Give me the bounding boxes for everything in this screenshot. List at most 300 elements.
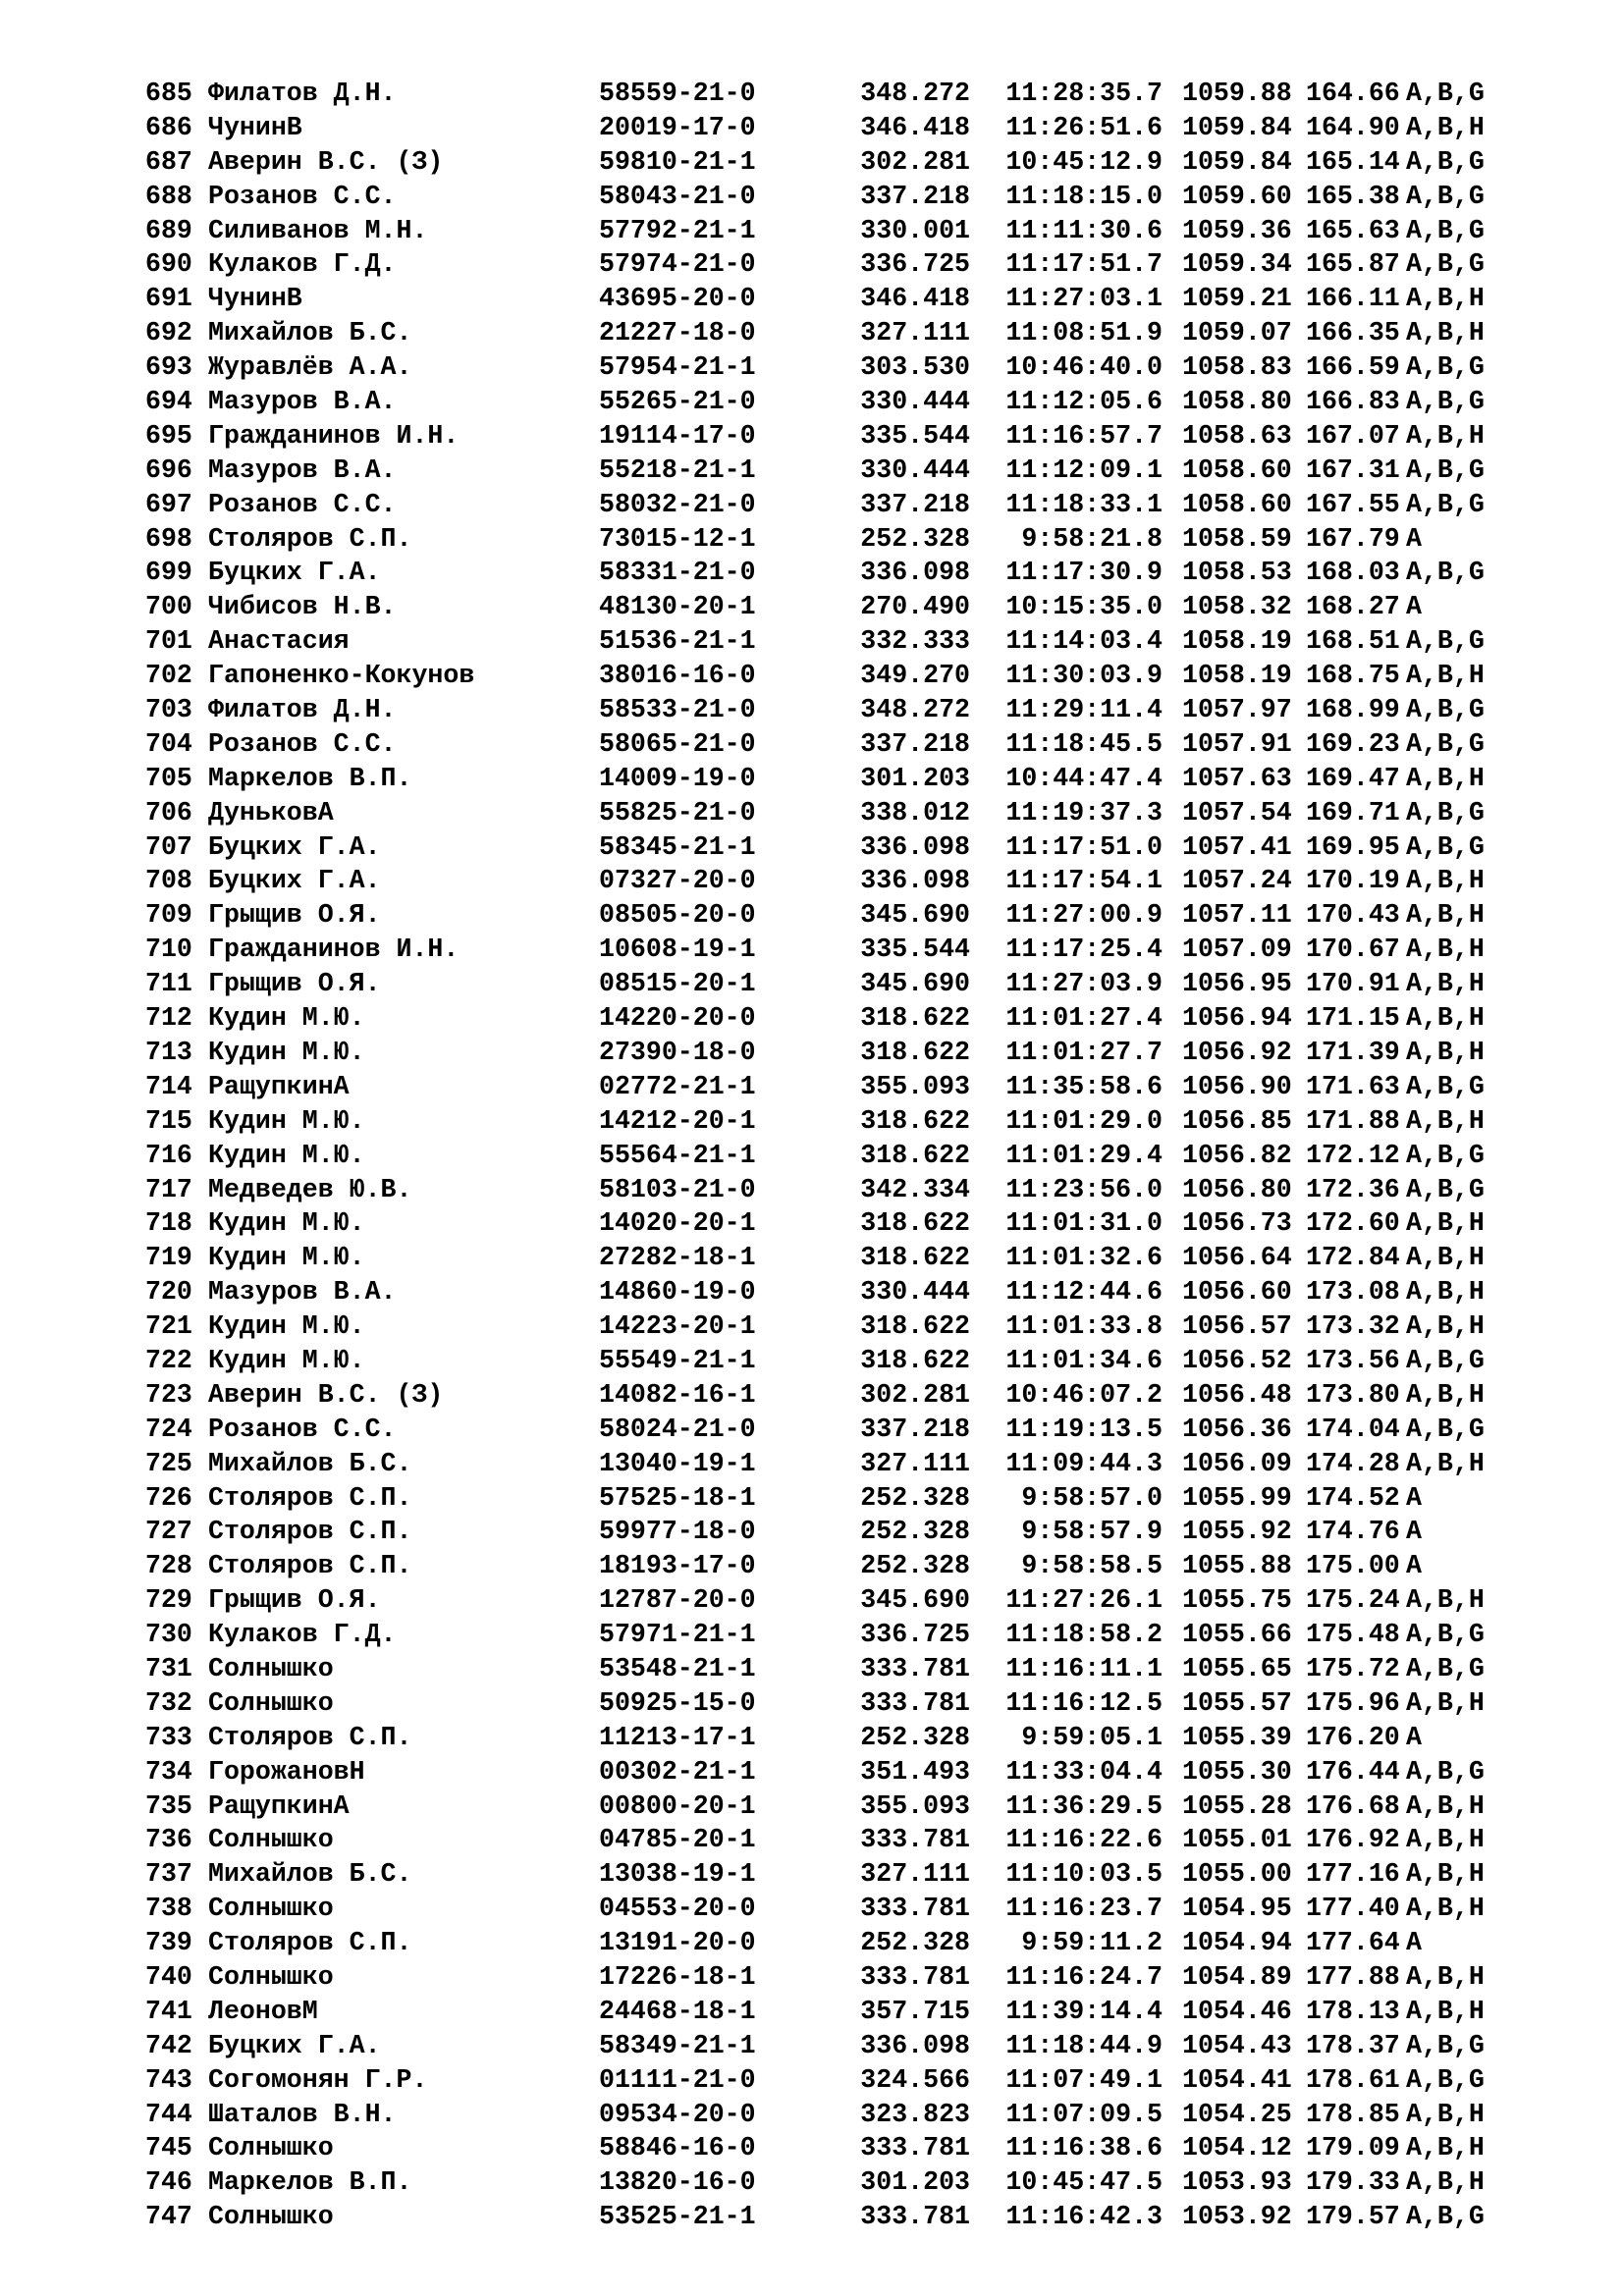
participant-name: Мазуров В.А.: [208, 1277, 397, 1308]
distance: 270.490: [860, 592, 970, 622]
participant-name: Филатов Д.Н.: [208, 79, 397, 108]
place-number: 714: [145, 1071, 192, 1101]
ring-number: 59810-21-1: [599, 146, 756, 177]
participant-name: Столяров С.П.: [208, 523, 412, 554]
place-number: 708: [145, 866, 192, 896]
points: 175.48: [1306, 1620, 1400, 1650]
table-row: [145, 522, 1559, 557]
place-number: 712: [145, 1003, 192, 1034]
distance: 355.093: [860, 1071, 970, 1101]
flags: A,B,G: [1406, 1071, 1485, 1101]
distance: 303.530: [860, 352, 970, 383]
speed: 1058.60: [1182, 454, 1292, 485]
points: 173.32: [1306, 1311, 1400, 1342]
arrival-time: 11:36:29.5: [1005, 1790, 1163, 1821]
arrival-time: 11:01:27.7: [1005, 1037, 1163, 1067]
participant-name: Солнышко: [208, 1894, 334, 1924]
flags: A,B,G: [1406, 1345, 1485, 1375]
table-row: [145, 2029, 1559, 2063]
table-row: [145, 419, 1559, 454]
participant-name: ЧунинВ: [208, 284, 302, 314]
table-row: [145, 1036, 1559, 1070]
arrival-time: 11:11:30.6: [1005, 215, 1163, 245]
distance: 252.328: [860, 1482, 970, 1513]
points: 174.52: [1306, 1482, 1400, 1513]
arrival-time: 11:01:29.4: [1005, 1140, 1163, 1170]
table-row: [145, 1447, 1559, 1481]
ring-number: 48130-20-1: [599, 592, 756, 622]
participant-name: Шаталов В.Н.: [208, 2099, 397, 2129]
points: 176.92: [1306, 1825, 1400, 1855]
flags: A,B,G: [1406, 79, 1485, 108]
ring-number: 07327-20-0: [599, 866, 756, 896]
speed: 1059.88: [1182, 79, 1292, 108]
points: 166.35: [1306, 318, 1400, 348]
table-row: [145, 1960, 1559, 1995]
ring-number: 27282-18-1: [599, 1243, 756, 1273]
distance: 252.328: [860, 523, 970, 554]
ring-number: 55265-21-0: [599, 387, 756, 417]
participant-name: Кудин М.Ю.: [208, 1311, 365, 1342]
place-number: 732: [145, 1687, 192, 1718]
speed: 1054.41: [1182, 2064, 1292, 2095]
flags: A,B,G: [1406, 181, 1485, 211]
table-row: [145, 556, 1559, 590]
flags: A,B,H: [1406, 866, 1485, 896]
flags: A: [1406, 1482, 1422, 1513]
ring-number: 00800-20-1: [599, 1790, 756, 1821]
participant-name: Солнышко: [208, 1687, 334, 1718]
ring-number: 58846-16-0: [599, 2133, 756, 2163]
speed: 1055.39: [1182, 1722, 1292, 1752]
arrival-time: 11:16:42.3: [1005, 2202, 1163, 2232]
points: 173.08: [1306, 1277, 1400, 1308]
ring-number: 12787-20-0: [599, 1585, 756, 1616]
points: 165.87: [1306, 249, 1400, 280]
place-number: 728: [145, 1551, 192, 1581]
table-row: [145, 1892, 1559, 1926]
place-number: 718: [145, 1208, 192, 1239]
table-row: [145, 1309, 1559, 1344]
participant-name: Розанов С.С.: [208, 489, 397, 519]
distance: 252.328: [860, 1517, 970, 1547]
arrival-time: 11:18:15.0: [1005, 181, 1163, 211]
speed: 1056.90: [1182, 1071, 1292, 1101]
ring-number: 55218-21-1: [599, 454, 756, 485]
arrival-time: 10:44:47.4: [1005, 763, 1163, 793]
arrival-time: 11:17:54.1: [1005, 866, 1163, 896]
place-number: 700: [145, 592, 192, 622]
points: 171.88: [1306, 1105, 1400, 1136]
arrival-time: 11:17:51.7: [1005, 249, 1163, 280]
speed: 1058.80: [1182, 387, 1292, 417]
ring-number: 04553-20-0: [599, 1894, 756, 1924]
table-row: [145, 1173, 1559, 1207]
participant-name: РащупкинА: [208, 1790, 350, 1821]
distance: 318.622: [860, 1345, 970, 1375]
distance: 336.098: [860, 831, 970, 862]
place-number: 746: [145, 2167, 192, 2198]
flags: A,B,G: [1406, 2064, 1485, 2095]
place-number: 717: [145, 1174, 192, 1204]
place-number: 743: [145, 2064, 192, 2095]
participant-name: Кудин М.Ю.: [208, 1140, 365, 1170]
ring-number: 18193-17-0: [599, 1551, 756, 1581]
arrival-time: 11:10:03.5: [1005, 1859, 1163, 1890]
ring-number: 11213-17-1: [599, 1722, 756, 1752]
ring-number: 14082-16-1: [599, 1379, 756, 1410]
ring-number: 58065-21-0: [599, 728, 756, 759]
table-row: [145, 1618, 1559, 1652]
arrival-time: 11:19:13.5: [1005, 1414, 1163, 1444]
flags: A,B,H: [1406, 1037, 1485, 1067]
arrival-time: 11:27:03.1: [1005, 284, 1163, 314]
ring-number: 57954-21-1: [599, 352, 756, 383]
ring-number: 13191-20-0: [599, 1928, 756, 1958]
place-number: 745: [145, 2133, 192, 2163]
distance: 333.781: [860, 2202, 970, 2232]
distance: 330.444: [860, 454, 970, 485]
table-row: [145, 1104, 1559, 1139]
place-number: 733: [145, 1722, 192, 1752]
participant-name: Маркелов В.П.: [208, 763, 412, 793]
arrival-time: 11:09:44.3: [1005, 1448, 1163, 1478]
arrival-time: 11:19:37.3: [1005, 797, 1163, 828]
speed: 1055.65: [1182, 1653, 1292, 1683]
participant-name: Кудин М.Ю.: [208, 1105, 365, 1136]
place-number: 691: [145, 284, 192, 314]
table-row: [145, 624, 1559, 659]
points: 175.96: [1306, 1687, 1400, 1718]
speed: 1054.89: [1182, 1961, 1292, 1992]
arrival-time: 11:01:31.0: [1005, 1208, 1163, 1239]
participant-name: Солнышко: [208, 1825, 334, 1855]
place-number: 744: [145, 2099, 192, 2129]
arrival-time: 9:59:05.1: [1021, 1722, 1163, 1752]
table-row: [145, 1857, 1559, 1892]
participant-name: ГорожановН: [208, 1756, 365, 1787]
speed: 1056.73: [1182, 1208, 1292, 1239]
ring-number: 13820-16-0: [599, 2167, 756, 2198]
place-number: 688: [145, 181, 192, 211]
distance: 327.111: [860, 1859, 970, 1890]
table-row: [145, 316, 1559, 350]
flags: A,B,G: [1406, 831, 1485, 862]
arrival-time: 11:14:03.4: [1005, 626, 1163, 657]
arrival-time: 11:07:09.5: [1005, 2099, 1163, 2129]
speed: 1056.95: [1182, 969, 1292, 999]
table-row: [145, 1549, 1559, 1583]
place-number: 694: [145, 387, 192, 417]
speed: 1058.19: [1182, 661, 1292, 691]
arrival-time: 11:35:58.6: [1005, 1071, 1163, 1101]
flags: A,B,H: [1406, 318, 1485, 348]
arrival-time: 11:12:44.6: [1005, 1277, 1163, 1308]
points: 172.36: [1306, 1174, 1400, 1204]
distance: 333.781: [860, 1825, 970, 1855]
ring-number: 01111-21-0: [599, 2064, 756, 2095]
points: 171.15: [1306, 1003, 1400, 1034]
points: 171.63: [1306, 1071, 1400, 1101]
points: 176.44: [1306, 1756, 1400, 1787]
table-row: [145, 1995, 1559, 2029]
flags: A: [1406, 523, 1422, 554]
participant-name: Чибисов Н.В.: [208, 592, 397, 622]
arrival-time: 10:45:12.9: [1005, 146, 1163, 177]
points: 179.57: [1306, 2202, 1400, 2232]
flags: A,B,H: [1406, 420, 1485, 451]
speed: 1056.85: [1182, 1105, 1292, 1136]
ring-number: 38016-16-0: [599, 661, 756, 691]
results-table: [145, 77, 1559, 2234]
participant-name: Солнышко: [208, 1653, 334, 1683]
points: 167.31: [1306, 454, 1400, 485]
distance: 333.781: [860, 1961, 970, 1992]
distance: 318.622: [860, 1105, 970, 1136]
points: 175.00: [1306, 1551, 1400, 1581]
flags: A,B,H: [1406, 1311, 1485, 1342]
flags: A,B,H: [1406, 2099, 1485, 2129]
distance: 345.690: [860, 900, 970, 931]
flags: A,B,G: [1406, 215, 1485, 245]
place-number: 724: [145, 1414, 192, 1444]
ring-number: 50925-15-0: [599, 1687, 756, 1718]
participant-name: Розанов С.С.: [208, 1414, 397, 1444]
distance: 318.622: [860, 1037, 970, 1067]
speed: 1057.54: [1182, 797, 1292, 828]
place-number: 689: [145, 215, 192, 245]
ring-number: 58533-21-0: [599, 695, 756, 725]
table-row: [145, 1755, 1559, 1789]
ring-number: 58345-21-1: [599, 831, 756, 862]
place-number: 740: [145, 1961, 192, 1992]
table-row: [145, 796, 1559, 830]
speed: 1057.24: [1182, 866, 1292, 896]
place-number: 707: [145, 831, 192, 862]
flags: A,B,H: [1406, 1790, 1485, 1821]
participant-name: ДуньковА: [208, 797, 334, 828]
speed: 1059.07: [1182, 318, 1292, 348]
table-row: [145, 1789, 1559, 1824]
participant-name: ЛеоновМ: [208, 1996, 318, 2026]
place-number: 705: [145, 763, 192, 793]
arrival-time: 9:58:21.8: [1021, 523, 1163, 554]
points: 171.39: [1306, 1037, 1400, 1067]
place-number: 731: [145, 1653, 192, 1683]
distance: 333.781: [860, 1687, 970, 1718]
distance: 346.418: [860, 284, 970, 314]
flags: A: [1406, 1517, 1422, 1547]
participant-name: Аверин В.С. (З): [208, 1379, 444, 1410]
table-row: [145, 1139, 1559, 1173]
table-row: [145, 967, 1559, 1001]
participant-name: Грыщив О.Я.: [208, 900, 381, 931]
participant-name: Филатов Д.Н.: [208, 695, 397, 725]
speed: 1056.60: [1182, 1277, 1292, 1308]
speed: 1057.91: [1182, 728, 1292, 759]
arrival-time: 10:45:47.5: [1005, 2167, 1163, 2198]
arrival-time: 11:16:38.6: [1005, 2133, 1163, 2163]
ring-number: 58103-21-0: [599, 1174, 756, 1204]
points: 168.51: [1306, 626, 1400, 657]
table-row: [145, 1413, 1559, 1447]
speed: 1055.30: [1182, 1756, 1292, 1787]
ring-number: 14220-20-0: [599, 1003, 756, 1034]
participant-name: Буцких Г.А.: [208, 866, 381, 896]
arrival-time: 10:46:40.0: [1005, 352, 1163, 383]
speed: 1055.99: [1182, 1482, 1292, 1513]
distance: 345.690: [860, 969, 970, 999]
arrival-time: 11:17:51.0: [1005, 831, 1163, 862]
flags: A: [1406, 592, 1422, 622]
distance: 252.328: [860, 1928, 970, 1958]
distance: 333.781: [860, 1653, 970, 1683]
place-number: 722: [145, 1345, 192, 1375]
flags: A,B,G: [1406, 626, 1485, 657]
ring-number: 13038-19-1: [599, 1859, 756, 1890]
participant-name: Журавлёв А.А.: [208, 352, 412, 383]
ring-number: 57974-21-0: [599, 249, 756, 280]
flags: A: [1406, 1928, 1422, 1958]
distance: 302.281: [860, 1379, 970, 1410]
arrival-time: 11:28:35.7: [1005, 79, 1163, 108]
table-row: [145, 762, 1559, 796]
table-row: [145, 1001, 1559, 1036]
table-row: [145, 1378, 1559, 1413]
participant-name: Столяров С.П.: [208, 1517, 412, 1547]
distance: 324.566: [860, 2064, 970, 2095]
points: 174.28: [1306, 1448, 1400, 1478]
points: 175.72: [1306, 1653, 1400, 1683]
distance: 346.418: [860, 112, 970, 142]
table-row: [145, 1206, 1559, 1241]
arrival-time: 11:08:51.9: [1005, 318, 1163, 348]
speed: 1059.34: [1182, 249, 1292, 280]
points: 177.40: [1306, 1894, 1400, 1924]
ring-number: 09534-20-0: [599, 2099, 756, 2129]
flags: A,B,H: [1406, 1996, 1485, 2026]
place-number: 698: [145, 523, 192, 554]
ring-number: 04785-20-1: [599, 1825, 756, 1855]
participant-name: Буцких Г.А.: [208, 831, 381, 862]
place-number: 725: [145, 1448, 192, 1478]
flags: A,B,G: [1406, 352, 1485, 383]
points: 168.27: [1306, 592, 1400, 622]
flags: A,B,G: [1406, 1620, 1485, 1650]
flags: A,B,H: [1406, 1894, 1485, 1924]
place-number: 727: [145, 1517, 192, 1547]
place-number: 742: [145, 2030, 192, 2060]
ring-number: 00302-21-1: [599, 1756, 756, 1787]
flags: A,B,H: [1406, 969, 1485, 999]
ring-number: 55564-21-1: [599, 1140, 756, 1170]
table-row: [145, 145, 1559, 180]
speed: 1055.66: [1182, 1620, 1292, 1650]
flags: A,B,H: [1406, 661, 1485, 691]
speed: 1058.32: [1182, 592, 1292, 622]
arrival-time: 11:39:14.4: [1005, 1996, 1163, 2026]
points: 173.80: [1306, 1379, 1400, 1410]
place-number: 685: [145, 79, 192, 108]
participant-name: Буцких Г.А.: [208, 558, 381, 588]
place-number: 711: [145, 969, 192, 999]
arrival-time: 11:16:24.7: [1005, 1961, 1163, 1992]
ring-number: 51536-21-1: [599, 626, 756, 657]
flags: A,B,G: [1406, 2030, 1485, 2060]
participant-name: Солнышко: [208, 2133, 334, 2163]
flags: A,B,G: [1406, 1174, 1485, 1204]
arrival-time: 11:27:26.1: [1005, 1585, 1163, 1616]
participant-name: Михайлов Б.С.: [208, 318, 412, 348]
distance: 252.328: [860, 1551, 970, 1581]
speed: 1056.36: [1182, 1414, 1292, 1444]
place-number: 741: [145, 1996, 192, 2026]
table-row: [145, 1583, 1559, 1618]
ring-number: 19114-17-0: [599, 420, 756, 451]
place-number: 726: [145, 1482, 192, 1513]
speed: 1056.94: [1182, 1003, 1292, 1034]
place-number: 739: [145, 1928, 192, 1958]
distance: 318.622: [860, 1140, 970, 1170]
arrival-time: 11:01:32.6: [1005, 1243, 1163, 1273]
place-number: 737: [145, 1859, 192, 1890]
points: 179.09: [1306, 2133, 1400, 2163]
ring-number: 58331-21-0: [599, 558, 756, 588]
distance: 335.544: [860, 420, 970, 451]
table-row: [145, 1926, 1559, 1960]
place-number: 696: [145, 454, 192, 485]
distance: 330.001: [860, 215, 970, 245]
place-number: 690: [145, 249, 192, 280]
participant-name: Силиванов М.Н.: [208, 215, 428, 245]
arrival-time: 11:27:03.9: [1005, 969, 1163, 999]
table-row: [145, 2165, 1559, 2200]
points: 173.56: [1306, 1345, 1400, 1375]
points: 172.12: [1306, 1140, 1400, 1170]
ring-number: 02772-21-1: [599, 1071, 756, 1101]
speed: 1057.11: [1182, 900, 1292, 931]
arrival-time: 11:26:51.6: [1005, 112, 1163, 142]
place-number: 729: [145, 1585, 192, 1616]
participant-name: Столяров С.П.: [208, 1482, 412, 1513]
participant-name: Грыщив О.Я.: [208, 1585, 381, 1616]
speed: 1059.36: [1182, 215, 1292, 245]
arrival-time: 11:18:33.1: [1005, 489, 1163, 519]
participant-name: Михайлов Б.С.: [208, 1859, 412, 1890]
table-row: [145, 898, 1559, 933]
points: 178.37: [1306, 2030, 1400, 2060]
table-row: [145, 864, 1559, 898]
participant-name: Мазуров В.А.: [208, 387, 397, 417]
participant-name: Кулаков Г.Д.: [208, 1620, 397, 1650]
participant-name: Грыщив О.Я.: [208, 969, 381, 999]
points: 178.13: [1306, 1996, 1400, 2026]
place-number: 702: [145, 661, 192, 691]
arrival-time: 11:07:49.1: [1005, 2064, 1163, 2095]
speed: 1056.92: [1182, 1037, 1292, 1067]
arrival-time: 11:12:09.1: [1005, 454, 1163, 485]
flags: A,B,G: [1406, 1140, 1485, 1170]
table-row: [145, 385, 1559, 419]
ring-number: 14009-19-0: [599, 763, 756, 793]
speed: 1059.60: [1182, 181, 1292, 211]
place-number: 704: [145, 728, 192, 759]
table-row: [145, 2200, 1559, 2234]
place-number: 706: [145, 797, 192, 828]
ring-number: 58043-21-0: [599, 181, 756, 211]
speed: 1053.93: [1182, 2167, 1292, 2198]
table-row: [145, 830, 1559, 865]
